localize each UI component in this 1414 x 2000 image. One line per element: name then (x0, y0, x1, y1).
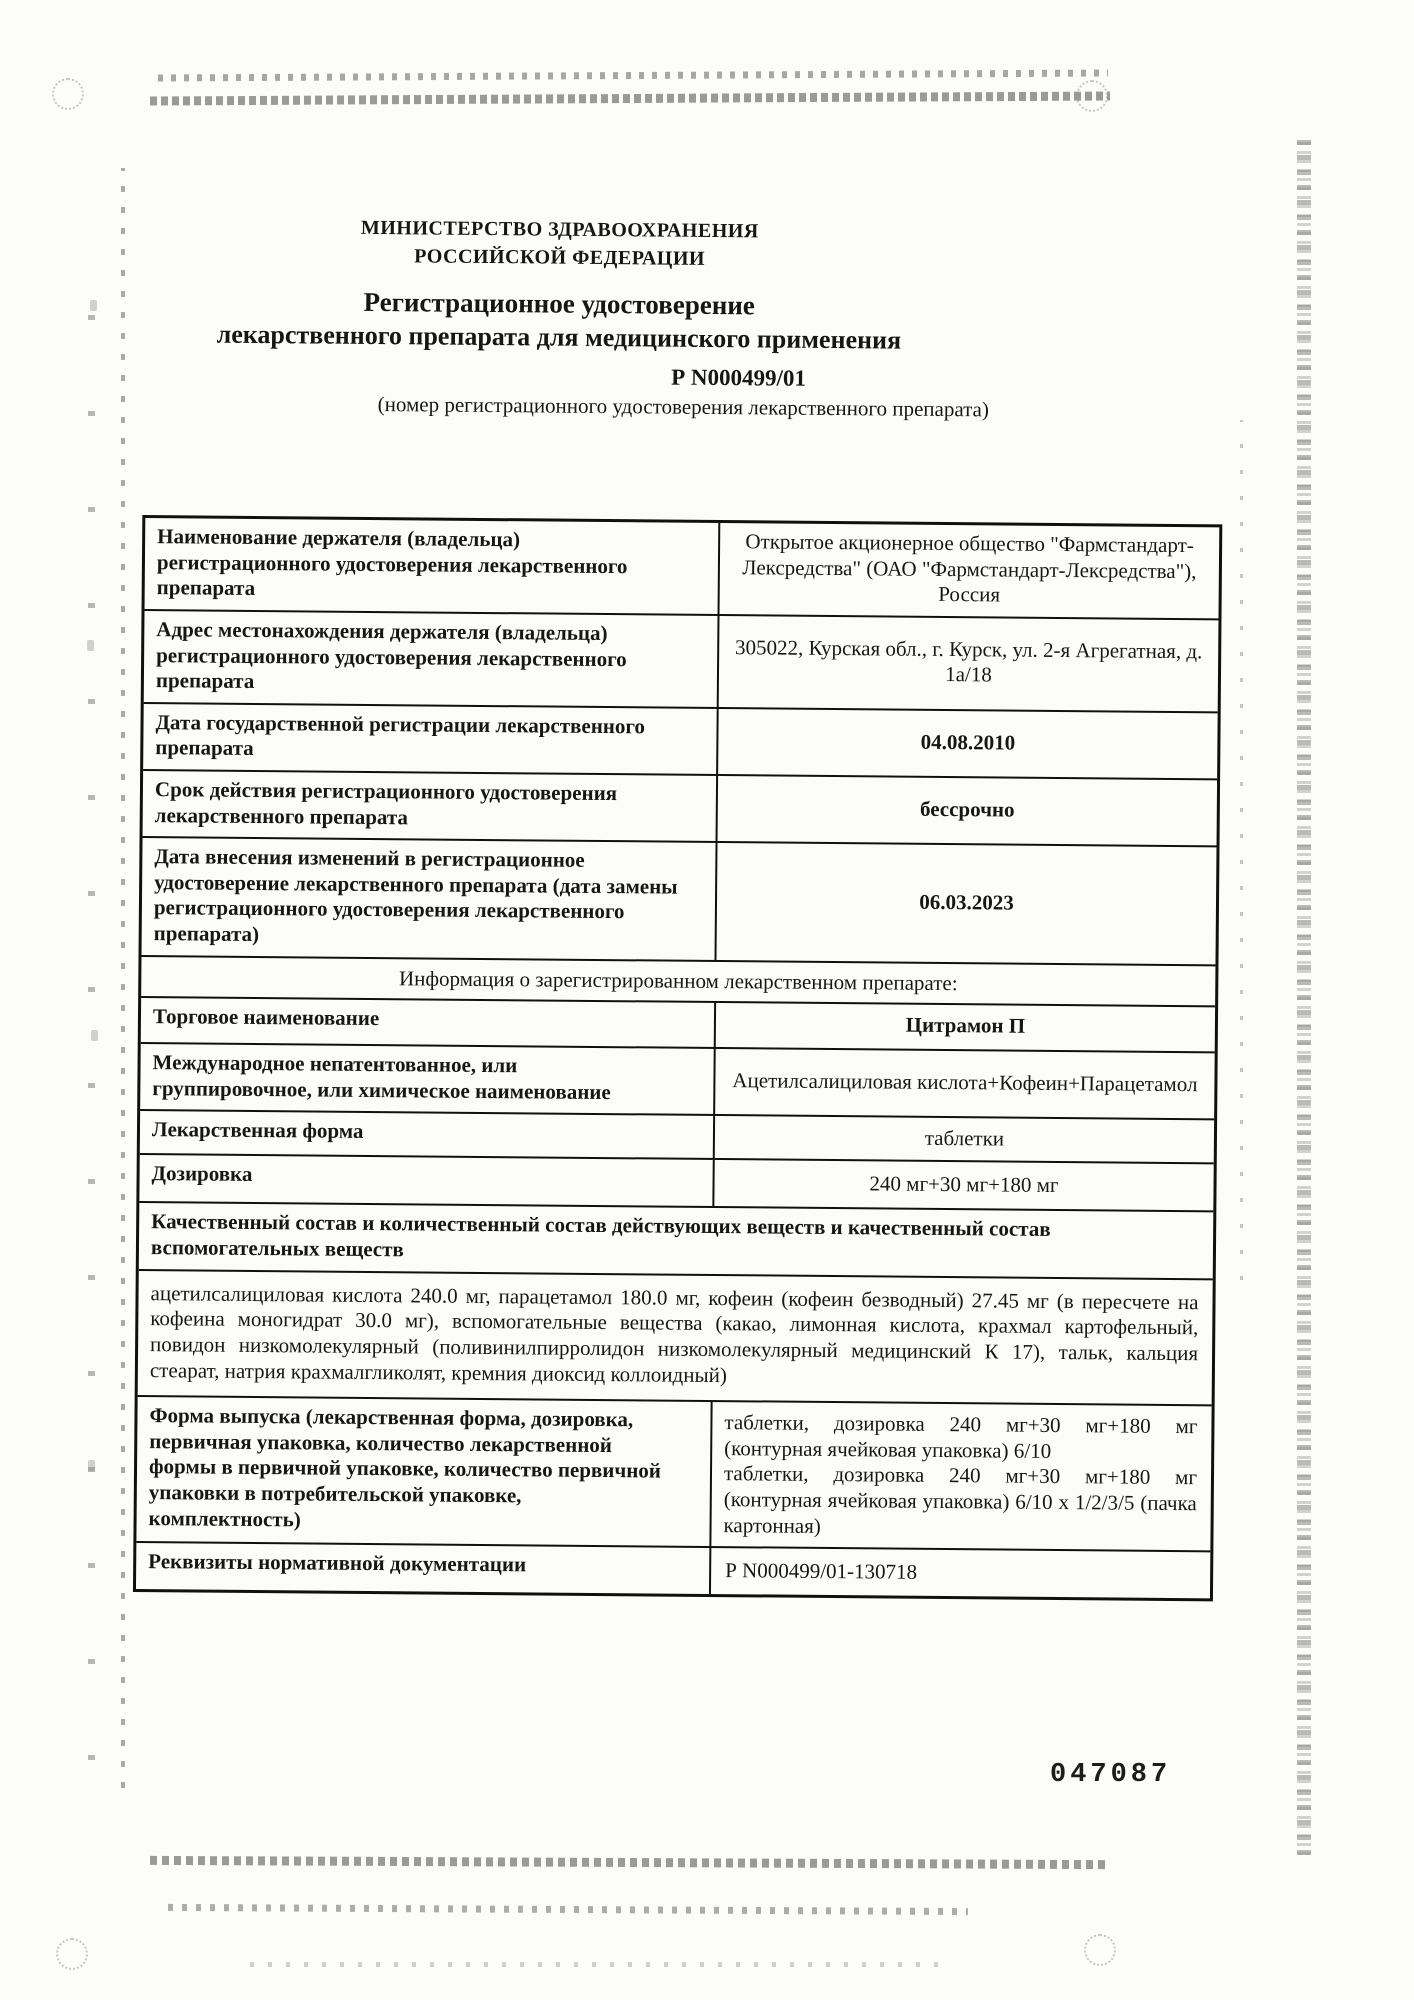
composition-text: ацетилсалициловая кислота 240.0 мг, парацетамол 180.0 мг, кофеин (кофеин безводный) 27.45 мг (в пересчете на кофеина моногидрат 30.0 мг), вспомогательные вещества (какао, лимонная кислота, крахмал картофельный, повидон низкомолекулярный (поливинилпирролидон низкомолекулярный медицинский К 17), тальк, кальция стеарат, натрия крахмалгликолят, кремния диоксид коллоидный) (138, 1271, 1213, 1407)
scan-noise-left-edge (121, 168, 125, 1788)
table-row-validity (143, 771, 1218, 848)
scan-corner-mark (1084, 1934, 1116, 1966)
scan-noise-bottom-line (250, 1962, 950, 1967)
validity-value: бессрочно (919, 796, 1015, 822)
holder-address-label: Адрес местонахождения держателя (владельца) регистрационного удостоверения лекарственного препарата (144, 611, 720, 707)
table-row-holder-name (145, 518, 1220, 620)
scan-noise-bottom-line (150, 1856, 1105, 1869)
table-row-release-form (136, 1397, 1211, 1552)
normative-docs-label: Реквизиты нормативной документации (136, 1543, 711, 1594)
normative-docs-value: Р N000499/01-130718 (725, 1558, 918, 1585)
scan-corner-mark (56, 1938, 88, 1970)
table-row-inn (140, 1044, 1215, 1121)
scan-corner-mark (1076, 80, 1108, 112)
registration-date-value: 04.08.2010 (920, 729, 1016, 755)
ministry-header (20, 211, 1100, 276)
composition-header: Качественный состав и количественный состав действующих веществ и качественный состав вспомогательных веществ (139, 1203, 1214, 1280)
scan-speck (91, 1030, 98, 1041)
scan-noise-top-line (150, 91, 1110, 105)
certificate-table (133, 515, 1222, 1601)
release-form-value-line1: таблетки, дозировка 240 мг+30 мг+180 мг (контурная ячейковая упаковка) 6/10 (724, 1410, 1198, 1463)
scan-noise-top-line (158, 70, 1108, 82)
inn-value: Ацетилсалициловая кислота+Кофеин+Парацетамол (732, 1068, 1198, 1097)
inn-label: Международное непатентованное, или группировочное, или химическое наименование (140, 1044, 716, 1114)
holder-name-value: Открытое акционерное общество "Фармстандарт-Лексредства" (ОАО "Фармстандарт-Лексредства"), Россия (742, 529, 1197, 607)
scan-noise-left-specks (88, 240, 95, 1760)
dosage-label: Дозировка (139, 1155, 714, 1206)
amendment-date-label: Дата внесения изменений в регистрационное удостоверение лекарственного препарата (дата замены регистрационного удостоверения лекарственного препарата) (142, 838, 718, 959)
certificate-subtitle: лекарственного препарата для медицинского применения (216, 319, 902, 355)
scan-speck (88, 1460, 95, 1471)
scan-noise-bottom-line (168, 1904, 968, 1915)
table-row-normative-docs (136, 1543, 1210, 1598)
amendment-date-value: 06.03.2023 (919, 889, 1014, 915)
registration-date-label: Дата государственной регистрации лекарственного препарата (143, 704, 719, 774)
ministry-line2: РОССИЙСКОЙ ФЕДЕРАЦИИ (414, 245, 706, 270)
scan-speck (87, 640, 94, 651)
dosage-form-label: Лекарственная форма (140, 1111, 715, 1158)
holder-address-value: 305022, Курская обл., г. Курск, ул. 2-я Агрегатная, д. 1а/18 (734, 634, 1203, 687)
trade-name-label: Торговое наименование (141, 998, 716, 1047)
holder-name-label: Наименование держателя (владельца) регистрационного удостоверения лекарственного препарата (145, 518, 721, 614)
dosage-form-value: таблетки (924, 1125, 1005, 1151)
release-form-label: Форма выпуска (лекарственная форма, дозировка, первичная упаковка, количество лекарственной формы в первичной упаковке, количество первичной упаковки в потребительской упаковке, комплектность) (136, 1397, 712, 1546)
certificate-document (133, 212, 1225, 1602)
table-row-amendment-date (142, 838, 1217, 966)
registration-number: Р N000499/01 (671, 365, 807, 392)
ministry-line1: МИНИСТЕРСТВО ЗДРАВООХРАНЕНИЯ (360, 216, 759, 243)
scan-noise-right-dots (1240, 420, 1243, 1280)
table-row-holder-address (144, 611, 1219, 713)
dosage-value: 240 мг+30 мг+180 мг (869, 1171, 1059, 1197)
certificate-title: Регистрационное удостоверение (363, 286, 756, 321)
scan-corner-mark (52, 78, 84, 110)
scan-noise-right-edge (1297, 140, 1311, 1855)
form-serial-number: 047087 (1050, 1760, 1172, 1790)
registration-number-caption: (номер регистрационного удостоверения лекарственного препарата) (377, 391, 990, 421)
validity-label: Срок действия регистрационного удостоверения лекарственного препарата (143, 771, 719, 841)
info-section-header: Информация о зарегистрированном лекарственном препарате: (141, 957, 1215, 1008)
release-form-value (711, 1402, 1211, 1550)
trade-name-value: Цитрамон П (905, 1013, 1026, 1039)
release-form-value-line2: таблетки, дозировка 240 мг+30 мг+180 мг (контурная ячейковая упаковка) 6/10 х 1/2/3/5 (пачка картонная) (723, 1461, 1198, 1538)
table-row-registration-date (143, 704, 1218, 781)
